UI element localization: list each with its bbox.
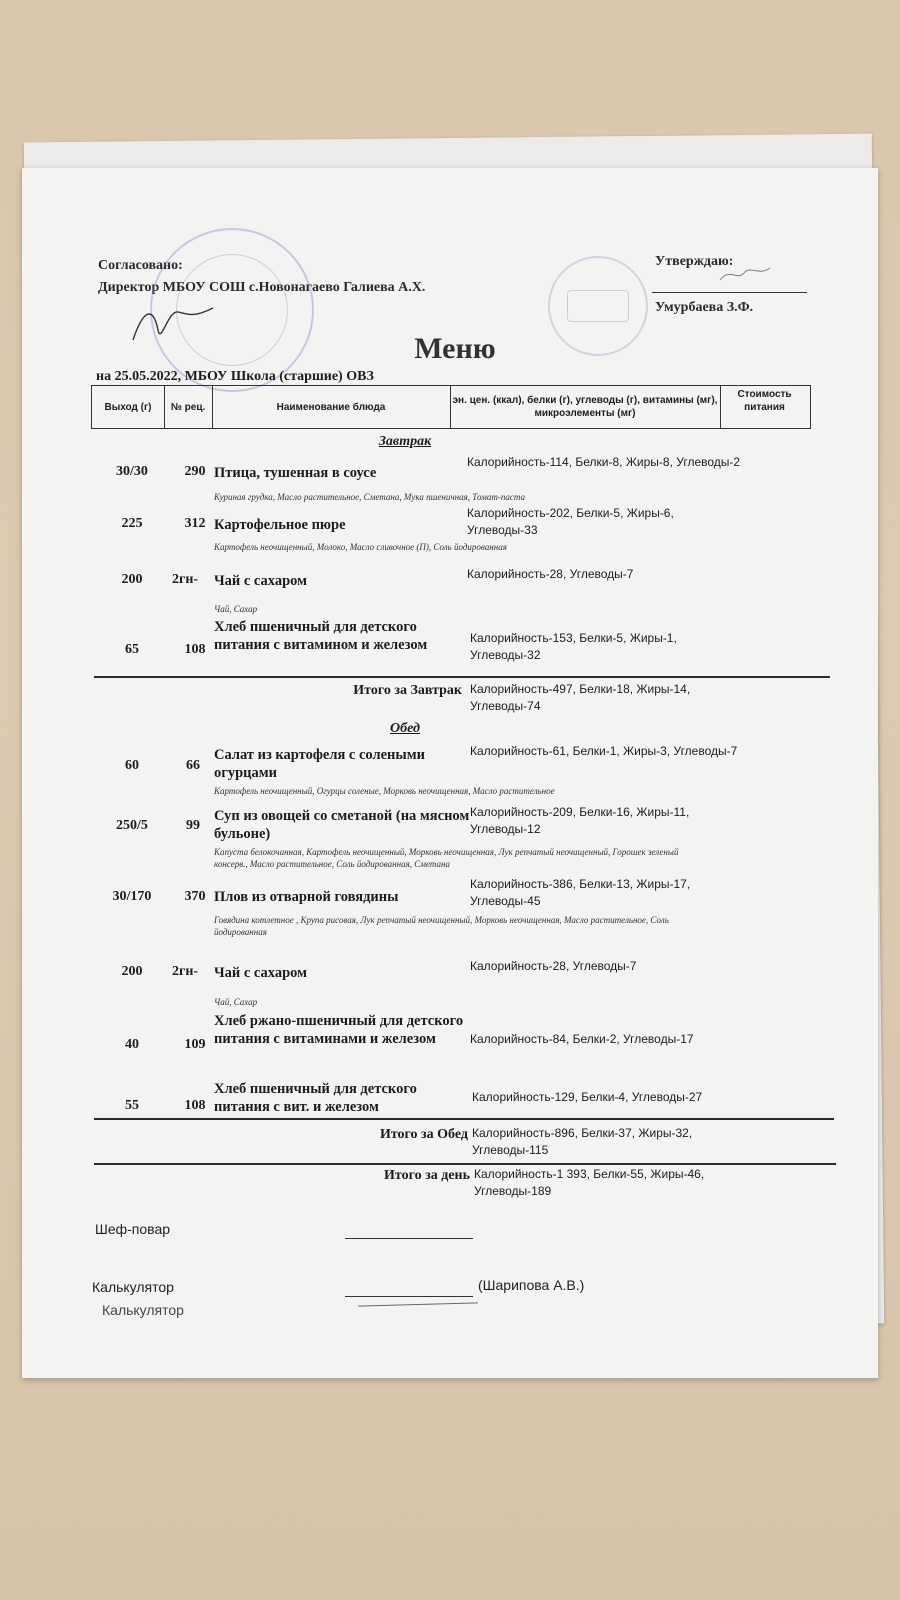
lunch-total-rule — [94, 1118, 834, 1120]
lunch-total-label: Итого за Обед — [379, 1127, 468, 1142]
lunch-4-yield: 200 — [121, 964, 143, 979]
lunch-4-recipe: 2гн- — [172, 964, 199, 979]
breakfast-1-nutrition: Калорийность-114, Белки-8, Жиры-8, Углеводы-2 — [467, 455, 741, 469]
lunch-2-recipe: 99 — [186, 818, 200, 833]
breakfast-3-name: Чай с сахаром — [214, 573, 308, 589]
breakfast-4-yield: 65 — [125, 642, 139, 657]
lunch-1-name: Салат из картофеля с солеными огурцами — [214, 747, 425, 781]
section-breakfast: Завтрак — [378, 434, 432, 449]
lunch-5-nutrition: Калорийность-84, Белки-2, Углеводы-17 — [470, 1032, 694, 1046]
col-cost: Стоимость питания — [737, 389, 792, 413]
lunch-6-recipe: 108 — [184, 1098, 206, 1113]
lunch-3-ingredients: Говядина котлетное , Крупа рисовая, Лук репчатый неочищенный, Морковь неочищенная, Масло растительное, Соль йодированная — [214, 915, 669, 937]
calculator-label: Калькулятор — [92, 1279, 174, 1295]
lunch-2-nutrition: Калорийность-209, Белки-16, Жиры-11, Углеводы-12 — [470, 805, 690, 836]
col-nutrition: эн. цен. (ккал), белки (г), углеводы (г), витамины (мг), микроэлементы (мг) — [450, 386, 721, 428]
chef-line — [345, 1238, 473, 1239]
col-yield: Выход (г) — [92, 386, 165, 428]
day-total-rule — [94, 1163, 836, 1165]
col-recipe: № рец. — [164, 386, 213, 428]
breakfast-4-nutrition: Калорийность-153, Белки-5, Жиры-1, Углеводы-32 — [470, 631, 677, 662]
approve-label: Утверждаю: — [655, 254, 734, 269]
lunch-total-value: Калорийность-896, Белки-37, Жиры-32, Углеводы-115 — [472, 1126, 693, 1157]
lunch-3-name: Плов из отварной говядины — [214, 889, 399, 905]
lunch-4-ingredients: Чай, Сахар — [214, 997, 258, 1007]
lunch-1-ingredients: Картофель неочищенный, Огурцы соленые, Морковь неочищенная, Масло растительное — [214, 786, 555, 796]
breakfast-total-value: Калорийность-497, Белки-18, Жиры-14, Углеводы-74 — [470, 682, 691, 713]
approve-line — [652, 292, 807, 293]
lunch-4-nutrition: Калорийность-28, Углеводы-7 — [470, 959, 637, 973]
lunch-5-yield: 40 — [125, 1037, 139, 1052]
col-name: Наименование блюда — [212, 386, 451, 428]
breakfast-1-yield: 30/30 — [116, 464, 148, 479]
breakfast-1-name: Птица, тушенная в соусе — [214, 465, 377, 481]
lunch-6-yield: 55 — [125, 1098, 139, 1113]
day-total-value: Калорийность-1 393, Белки-55, Жиры-46, Углеводы-189 — [474, 1167, 705, 1198]
lunch-3-recipe: 370 — [184, 889, 206, 904]
lunch-5-name: Хлеб ржано-пшеничный для детского питания с витаминами и железом — [214, 1013, 464, 1047]
lunch-1-nutrition: Калорийность-61, Белки-1, Жиры-3, Углеводы-7 — [470, 744, 738, 758]
table-header — [91, 385, 811, 429]
calculator-label-duplicate: Калькулятор — [102, 1302, 184, 1318]
lunch-5-recipe: 109 — [184, 1037, 206, 1052]
breakfast-2-ingredients: Картофель неочищенный, Молоко, Масло сливочное (П), Соль йодированная — [214, 542, 507, 552]
breakfast-1-ingredients: Куриная грудка, Масло растительное, Сметана, Мука пшеничная, Томат-паста — [214, 492, 525, 502]
day-total-label: Итого за день — [384, 1168, 470, 1183]
lunch-6-nutrition: Калорийность-129, Белки-4, Углеводы-27 — [472, 1090, 703, 1104]
lunch-1-yield: 60 — [125, 758, 139, 773]
approver-signature — [715, 262, 775, 287]
breakfast-2-nutrition: Калорийность-202, Белки-5, Жиры-6, Углеводы-33 — [467, 506, 674, 537]
approve-person: Умурбаева З.Ф. — [655, 300, 754, 315]
agreed-label: Согласовано: — [98, 258, 183, 273]
lunch-2-yield: 250/5 — [116, 818, 148, 833]
breakfast-2-recipe: 312 — [184, 516, 206, 531]
breakfast-3-ingredients: Чай, Сахар — [214, 604, 258, 614]
calculator-name: (Шарипова А.В.) — [478, 1277, 585, 1293]
breakfast-3-nutrition: Калорийность-28, Углеводы-7 — [467, 567, 634, 581]
breakfast-1-recipe: 290 — [184, 464, 206, 479]
lunch-1-recipe: 66 — [186, 758, 200, 773]
lunch-3-yield: 30/170 — [112, 889, 152, 904]
breakfast-4-recipe: 108 — [184, 642, 206, 657]
breakfast-total-label: Итого за Завтрак — [353, 683, 462, 698]
breakfast-2-yield: 225 — [121, 516, 143, 531]
page-title: Меню — [414, 332, 496, 365]
lunch-2-ingredients: Капуста белокочанная, Картофель неочищенный, Морковь неочищенная, Лук репчатый неочищенный, Горошек зеленый консерв., Масло растительное, Соль йодированная, Сметана — [214, 847, 679, 869]
chef-label: Шеф-повар — [95, 1221, 171, 1237]
breakfast-2-name: Картофельное пюре — [214, 517, 346, 533]
breakfast-3-recipe: 2гн- — [172, 572, 199, 587]
calculator-line — [345, 1296, 473, 1297]
agreed-person: Директор МБОУ СОШ с.Новонагаево Галиева А.Х. — [98, 280, 426, 295]
page-subtitle: на 25.05.2022, МБОУ Школа (старшие) ОВЗ — [96, 369, 374, 384]
lunch-4-name: Чай с сахаром — [214, 965, 308, 981]
breakfast-4-name: Хлеб пшеничный для детского питания с витамином и железом — [214, 619, 428, 653]
breakfast-total-rule — [94, 676, 830, 678]
breakfast-3-yield: 200 — [121, 572, 143, 587]
lunch-6-name: Хлеб пшеничный для детского питания с вит. и железом — [214, 1081, 417, 1115]
lunch-3-nutrition: Калорийность-386, Белки-13, Жиры-17, Углеводы-45 — [470, 877, 691, 908]
section-lunch: Обед — [390, 721, 420, 736]
lunch-2-name: Суп из овощей со сметаной (на мясном бульоне) — [214, 808, 470, 842]
